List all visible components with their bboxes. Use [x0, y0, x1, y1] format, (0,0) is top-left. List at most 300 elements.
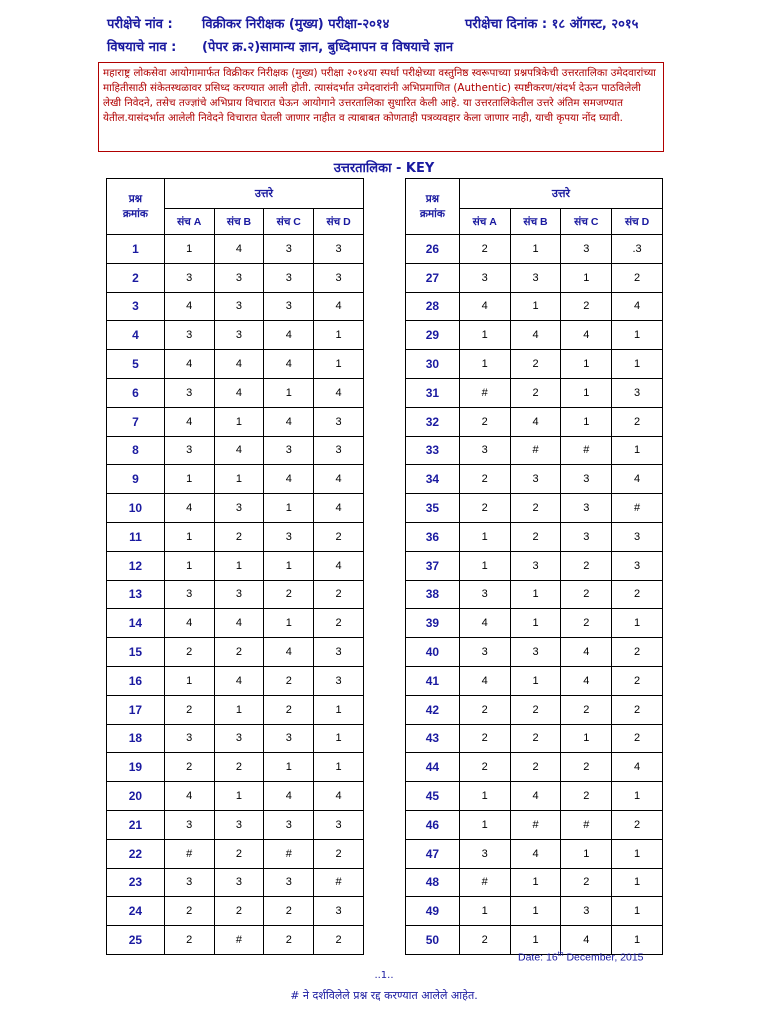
answer-set-d: 3 [314, 436, 364, 465]
answer-set-c: 3 [561, 522, 612, 551]
table-row [107, 436, 364, 465]
table-row [406, 407, 663, 436]
answer-set-c: 1 [561, 407, 612, 436]
answer-set-d: 2 [612, 724, 663, 753]
question-number: 32 [406, 407, 460, 436]
table-row [406, 897, 663, 926]
answer-set-c: 2 [264, 666, 314, 695]
question-number: 45 [406, 782, 460, 811]
answer-set-d: 4 [314, 292, 364, 321]
question-number: 6 [107, 378, 165, 407]
answer-set-c: 2 [561, 580, 612, 609]
answer-set-c: 1 [561, 839, 612, 868]
table-row [107, 235, 364, 264]
answer-set-c: 2 [561, 782, 612, 811]
answer-set-b: 1 [214, 695, 264, 724]
question-number: 28 [406, 292, 460, 321]
answer-set-a: # [459, 868, 510, 897]
answer-set-a: 1 [459, 522, 510, 551]
table-row [107, 753, 364, 782]
question-number: 23 [107, 868, 165, 897]
table-row [406, 321, 663, 350]
answer-set-a: 2 [459, 926, 510, 955]
answer-key-table-right [405, 178, 663, 955]
set-d-header: संच D [612, 209, 663, 235]
answer-set-c: # [561, 436, 612, 465]
exam-date: परीक्षेचा दिनांक : १८ ऑगस्ट, २०१५ [465, 17, 639, 32]
answer-set-d: 1 [612, 868, 663, 897]
answer-set-b: 3 [214, 810, 264, 839]
question-number: 4 [107, 321, 165, 350]
table-row [107, 868, 364, 897]
answer-set-a: 1 [164, 235, 214, 264]
question-number: 10 [107, 494, 165, 523]
answers-header: उत्तरे [459, 179, 662, 209]
answer-set-a: 2 [164, 897, 214, 926]
table-row [406, 551, 663, 580]
answer-set-a: 3 [459, 580, 510, 609]
question-number-header: प्रश्न क्रमांक [107, 179, 165, 235]
question-number: 50 [406, 926, 460, 955]
answer-set-a: 2 [164, 753, 214, 782]
answer-set-d: 2 [612, 810, 663, 839]
table-row [406, 465, 663, 494]
answer-set-b: 2 [510, 724, 561, 753]
answer-set-b: 1 [214, 551, 264, 580]
answer-set-a: 4 [164, 609, 214, 638]
answer-set-b: 1 [510, 580, 561, 609]
answer-set-d: 3 [314, 235, 364, 264]
answer-set-b: 3 [214, 321, 264, 350]
answer-set-d: 3 [612, 551, 663, 580]
question-number: 3 [107, 292, 165, 321]
table-row [406, 522, 663, 551]
answer-set-d: 2 [314, 522, 364, 551]
answer-set-c: 4 [561, 666, 612, 695]
answer-set-a: 1 [459, 897, 510, 926]
answer-set-d: .3 [612, 235, 663, 264]
answer-set-a: 3 [459, 638, 510, 667]
question-number: 40 [406, 638, 460, 667]
table-row [107, 580, 364, 609]
answer-set-d: 2 [314, 609, 364, 638]
page-number: ..1.. [374, 970, 394, 981]
answer-set-d: 2 [612, 263, 663, 292]
answer-set-b: 1 [510, 235, 561, 264]
answer-set-b: 1 [214, 465, 264, 494]
answer-set-c: 1 [561, 263, 612, 292]
answer-set-d: 1 [314, 695, 364, 724]
answer-set-b: 2 [214, 522, 264, 551]
set-a-header: संच A [164, 209, 214, 235]
answer-set-a: 1 [459, 782, 510, 811]
answer-set-d: 2 [612, 695, 663, 724]
question-number: 2 [107, 263, 165, 292]
answer-set-b: # [510, 810, 561, 839]
answer-set-b: 1 [214, 782, 264, 811]
answer-set-c: 4 [264, 350, 314, 379]
answer-set-c: 2 [561, 753, 612, 782]
answer-key-table-left [106, 178, 364, 955]
answer-set-d: 4 [612, 292, 663, 321]
question-number: 21 [107, 810, 165, 839]
question-number: 34 [406, 465, 460, 494]
answer-set-a: 2 [459, 407, 510, 436]
answer-set-c: 1 [561, 724, 612, 753]
question-number: 12 [107, 551, 165, 580]
table-row [406, 638, 663, 667]
answer-set-c: 3 [264, 263, 314, 292]
answer-set-d: 4 [314, 551, 364, 580]
answer-set-c: 1 [561, 378, 612, 407]
question-number: 35 [406, 494, 460, 523]
answer-set-a: 4 [164, 350, 214, 379]
table-row [107, 810, 364, 839]
answer-set-d: 1 [314, 350, 364, 379]
answer-set-b: 4 [510, 839, 561, 868]
answer-set-a: 1 [164, 465, 214, 494]
answer-set-b: 2 [214, 638, 264, 667]
answer-set-b: 4 [214, 350, 264, 379]
answer-set-c: 4 [264, 407, 314, 436]
set-a-header: संच A [459, 209, 510, 235]
answer-set-c: 1 [264, 609, 314, 638]
answer-set-a: 3 [164, 263, 214, 292]
answer-set-a: 1 [164, 666, 214, 695]
question-number: 13 [107, 580, 165, 609]
set-b-header: संच B [214, 209, 264, 235]
question-number: 18 [107, 724, 165, 753]
answer-set-d: 1 [612, 782, 663, 811]
answer-set-b: 1 [510, 868, 561, 897]
answer-set-d: 1 [612, 926, 663, 955]
answer-set-c: 2 [561, 868, 612, 897]
subject-label: विषयाचे नाव : [107, 40, 177, 55]
question-number: 36 [406, 522, 460, 551]
table-row [107, 321, 364, 350]
question-number: 33 [406, 436, 460, 465]
answer-set-c: 4 [264, 465, 314, 494]
answer-set-c: 4 [561, 321, 612, 350]
question-number: 16 [107, 666, 165, 695]
answer-set-d: 1 [612, 609, 663, 638]
answer-set-b: 3 [214, 292, 264, 321]
answer-set-b: 2 [510, 378, 561, 407]
answer-set-c: 1 [264, 378, 314, 407]
answer-set-a: 2 [459, 753, 510, 782]
set-c-header: संच C [561, 209, 612, 235]
answer-set-c: 2 [264, 926, 314, 955]
answer-set-b: 2 [214, 839, 264, 868]
answer-set-b: 4 [214, 609, 264, 638]
answer-set-d: 1 [612, 897, 663, 926]
answer-set-d: 2 [314, 580, 364, 609]
subject-name: (पेपर क्र.२)सामान्य ज्ञान, बुध्दिमापन व विषयाचे ज्ञान [202, 40, 454, 55]
answer-set-a: 3 [164, 321, 214, 350]
answer-set-c: 4 [561, 638, 612, 667]
table-row [107, 839, 364, 868]
answer-set-a: 1 [164, 522, 214, 551]
answer-set-b: 3 [214, 868, 264, 897]
answer-set-d: 2 [314, 839, 364, 868]
answer-set-d: 1 [612, 350, 663, 379]
question-number: 20 [107, 782, 165, 811]
answer-set-a: 1 [459, 551, 510, 580]
answer-set-d: # [314, 868, 364, 897]
answer-set-a: # [459, 378, 510, 407]
table-row [107, 494, 364, 523]
set-c-header: संच C [264, 209, 314, 235]
question-number: 22 [107, 839, 165, 868]
table-row [107, 897, 364, 926]
table-row [406, 782, 663, 811]
answer-set-c: 1 [561, 350, 612, 379]
table-row [107, 263, 364, 292]
answer-set-c: 3 [561, 465, 612, 494]
question-number: 5 [107, 350, 165, 379]
table-row [107, 782, 364, 811]
question-number: 37 [406, 551, 460, 580]
answer-set-c: 2 [561, 695, 612, 724]
answer-set-d: 4 [314, 378, 364, 407]
answer-set-b: 2 [510, 753, 561, 782]
table-row [107, 638, 364, 667]
answer-set-a: 3 [164, 810, 214, 839]
table-row [406, 292, 663, 321]
answer-set-c: 2 [264, 695, 314, 724]
answer-set-a: # [164, 839, 214, 868]
cancelled-note: # ने दर्शविलेले प्रश्न रद्द करण्यात आलेले आहेत. [290, 989, 478, 1002]
answer-set-c: 3 [264, 868, 314, 897]
answer-set-a: 4 [164, 292, 214, 321]
answer-set-d: 1 [612, 436, 663, 465]
answer-set-c: 1 [264, 551, 314, 580]
answer-set-b: 3 [214, 724, 264, 753]
table-row [406, 609, 663, 638]
question-number: 14 [107, 609, 165, 638]
answer-set-b: 1 [510, 609, 561, 638]
table-row [406, 436, 663, 465]
answer-set-c: 1 [264, 753, 314, 782]
notice-box: महाराष्ट्र लोकसेवा आयोगामार्फत विक्रीकर निरीक्षक (मुख्य) परीक्षा २०१४या स्पर्धा परीक्षेच्या वस्तुनिष्ठ स्वरूपाच्या प्रश्नपत्रिकेची उत्तरतालिका उमेदवारांच्या माहितीसाठी संकेतस्थळावर प्रसिध्द करण्यात आली होती. त्यासंदर्भात उमेदवारांनी अभिप्रमाणित (Authentic) स्पष्टीकरण/संदर्भ देऊन पाठविलेली लेखी निवेदने, तसेच तज्ज्ञांचे अभिप्राय विचारात घेऊन आयोगाने उत्तरतालिका सुधारित केली आहे. या उत्तरतालिकेतील उत्तरे अंतिम समजण्यात येतील.यासंदर्भात आलेली निवेदने विचारात घेतली जाणार नाहीत व त्याबाबत कोणताही पत्रव्यवहार केला जाणार नाही, याची कृपया नोंद घ्यावी. [98, 62, 664, 152]
table-row [107, 666, 364, 695]
answer-set-b: 3 [510, 551, 561, 580]
answer-set-c: 4 [264, 638, 314, 667]
answer-set-d: 2 [314, 926, 364, 955]
answer-set-a: 4 [459, 609, 510, 638]
answer-set-c: 3 [561, 897, 612, 926]
set-b-header: संच B [510, 209, 561, 235]
table-row [107, 695, 364, 724]
answer-set-d: 1 [612, 321, 663, 350]
table-row [406, 724, 663, 753]
table-row [406, 235, 663, 264]
question-number: 9 [107, 465, 165, 494]
answer-set-c: 4 [264, 782, 314, 811]
question-number: 39 [406, 609, 460, 638]
answer-set-b: 2 [214, 897, 264, 926]
answer-set-d: 4 [314, 494, 364, 523]
set-d-header: संच D [314, 209, 364, 235]
answer-set-d: # [612, 494, 663, 523]
answer-set-b: 4 [510, 407, 561, 436]
answer-set-b: 3 [510, 638, 561, 667]
answer-set-d: 4 [612, 465, 663, 494]
answer-set-a: 2 [459, 235, 510, 264]
answer-set-b: 3 [214, 580, 264, 609]
table-row [406, 378, 663, 407]
answer-set-a: 4 [164, 494, 214, 523]
answer-set-d: 1 [314, 753, 364, 782]
answer-set-a: 3 [164, 580, 214, 609]
answer-set-a: 3 [459, 436, 510, 465]
answer-set-b: 1 [510, 666, 561, 695]
answer-set-b: 3 [510, 465, 561, 494]
answer-set-c: # [561, 810, 612, 839]
exam-name: विक्रीकर निरीक्षक (मुख्य) परीक्षा-२०१४ [202, 17, 390, 32]
table-row [406, 350, 663, 379]
answer-set-a: 3 [164, 436, 214, 465]
answer-set-b: 1 [510, 926, 561, 955]
table-row [406, 839, 663, 868]
answer-set-c: 3 [561, 494, 612, 523]
answer-set-b: 4 [214, 436, 264, 465]
answer-set-d: 1 [314, 724, 364, 753]
answer-set-b: 2 [214, 753, 264, 782]
answer-set-b: 4 [214, 378, 264, 407]
answer-set-a: 4 [459, 292, 510, 321]
answer-set-a: 3 [459, 839, 510, 868]
question-number: 24 [107, 897, 165, 926]
table-row [107, 724, 364, 753]
table-row [406, 580, 663, 609]
answer-set-d: 3 [612, 522, 663, 551]
table-row [107, 378, 364, 407]
answer-set-b: 2 [510, 522, 561, 551]
question-number: 47 [406, 839, 460, 868]
table-row [406, 753, 663, 782]
answer-set-a: 4 [164, 407, 214, 436]
answer-set-a: 3 [164, 378, 214, 407]
answer-set-a: 3 [164, 868, 214, 897]
answer-set-a: 2 [164, 926, 214, 955]
table-row [406, 263, 663, 292]
answer-set-a: 3 [164, 724, 214, 753]
table-row [107, 350, 364, 379]
question-number: 41 [406, 666, 460, 695]
answer-set-b: # [214, 926, 264, 955]
question-number: 19 [107, 753, 165, 782]
table-row [107, 292, 364, 321]
answer-set-b: 3 [510, 263, 561, 292]
answer-set-d: 3 [314, 407, 364, 436]
answer-set-b: 2 [510, 695, 561, 724]
answer-set-c: # [264, 839, 314, 868]
answer-set-a: 4 [459, 666, 510, 695]
answer-set-b: 3 [214, 494, 264, 523]
answer-set-a: 2 [459, 465, 510, 494]
answer-set-b: 1 [510, 897, 561, 926]
answer-set-b: 2 [510, 350, 561, 379]
question-number: 43 [406, 724, 460, 753]
question-number: 48 [406, 868, 460, 897]
answers-header: उत्तरे [164, 179, 363, 209]
answer-set-c: 2 [561, 609, 612, 638]
table-row [107, 926, 364, 955]
answer-set-c: 4 [561, 926, 612, 955]
answer-set-a: 1 [164, 551, 214, 580]
question-number: 17 [107, 695, 165, 724]
answer-set-a: 4 [164, 782, 214, 811]
question-number: 27 [406, 263, 460, 292]
answer-set-c: 2 [264, 897, 314, 926]
answer-set-a: 2 [459, 695, 510, 724]
key-title: उत्तरतालिका - KEY [333, 161, 435, 176]
question-number: 30 [406, 350, 460, 379]
table-row [107, 465, 364, 494]
question-number: 26 [406, 235, 460, 264]
table-row [406, 695, 663, 724]
revision-date: Date: 16th December, 2015 [518, 951, 644, 964]
answer-set-c: 3 [264, 724, 314, 753]
answer-set-c: 3 [264, 436, 314, 465]
answer-set-d: 2 [612, 580, 663, 609]
answer-set-c: 1 [264, 494, 314, 523]
answer-set-b: 3 [214, 263, 264, 292]
answer-set-c: 3 [561, 235, 612, 264]
answer-set-d: 3 [314, 666, 364, 695]
answer-set-c: 3 [264, 235, 314, 264]
table-row [406, 666, 663, 695]
answer-set-a: 3 [459, 263, 510, 292]
question-number: 7 [107, 407, 165, 436]
question-number: 31 [406, 378, 460, 407]
answer-set-b: 4 [510, 782, 561, 811]
answer-set-a: 2 [459, 494, 510, 523]
question-number: 38 [406, 580, 460, 609]
question-number: 49 [406, 897, 460, 926]
table-row [406, 494, 663, 523]
question-number: 1 [107, 235, 165, 264]
answer-set-b: 4 [214, 235, 264, 264]
answer-set-c: 2 [561, 551, 612, 580]
answer-set-a: 2 [164, 695, 214, 724]
question-number: 8 [107, 436, 165, 465]
question-number: 46 [406, 810, 460, 839]
answer-set-a: 1 [459, 350, 510, 379]
answer-set-a: 2 [459, 724, 510, 753]
table-row [107, 407, 364, 436]
table-row [406, 868, 663, 897]
answer-set-c: 3 [264, 292, 314, 321]
answer-set-b: 1 [510, 292, 561, 321]
table-row [107, 522, 364, 551]
answer-set-d: 4 [314, 465, 364, 494]
answer-set-d: 4 [612, 753, 663, 782]
answer-set-b: 4 [214, 666, 264, 695]
answer-set-d: 2 [612, 638, 663, 667]
answer-set-a: 2 [164, 638, 214, 667]
answer-set-d: 1 [612, 839, 663, 868]
question-number: 15 [107, 638, 165, 667]
answer-set-d: 3 [314, 638, 364, 667]
answer-set-d: 3 [314, 263, 364, 292]
question-number: 44 [406, 753, 460, 782]
answer-set-c: 4 [264, 321, 314, 350]
answer-set-d: 2 [612, 407, 663, 436]
table-row [107, 551, 364, 580]
question-number: 29 [406, 321, 460, 350]
